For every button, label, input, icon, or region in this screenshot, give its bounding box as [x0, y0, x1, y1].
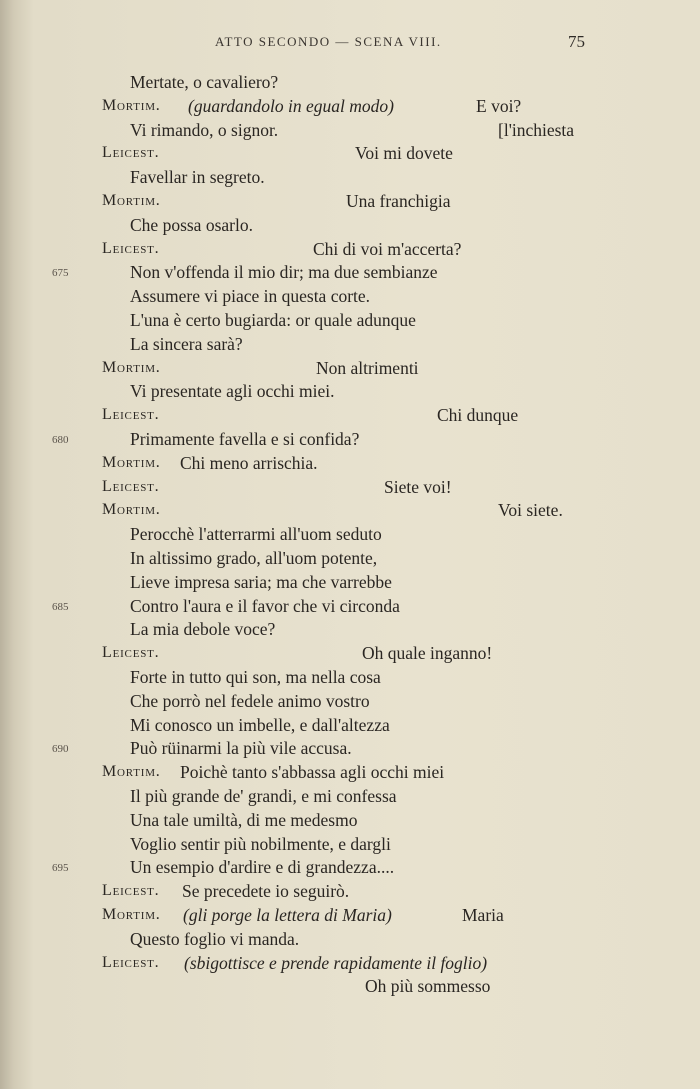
verse-text: Contro l'aura e il favor che vi circonda [130, 595, 400, 616]
verse-continuation: Oh quale inganno! [362, 643, 493, 664]
verse-line [0, 403, 700, 427]
verse-continuation: Siete voi! [384, 476, 452, 497]
verse-line [0, 570, 700, 594]
verse-continuation: Una franchigia [346, 191, 451, 211]
verse-line [0, 213, 700, 237]
verse-text: Lieve impresa saria; ma che varrebbe [130, 571, 392, 592]
verse-line [0, 665, 700, 689]
speaker-name: Leicest. [102, 406, 160, 424]
verse-text: Favellar in segreto. [130, 167, 265, 188]
verse-line [0, 427, 700, 451]
verse-line [0, 617, 700, 641]
verse-text: Perocchè l'atterrarmi all'uom seduto [130, 524, 382, 545]
verse-text: E voi? [476, 95, 522, 116]
verse-line [0, 379, 700, 403]
stage-direction: (sbigottisce e prende rapidamente il foglio) [184, 952, 488, 973]
verse-text: Può rüinarmi la più vile accusa. [130, 738, 352, 759]
speaker-name: Leicest. [102, 239, 160, 257]
speaker-name: Mortim. [102, 453, 161, 471]
verse-text: Primamente favella e si confida? [130, 429, 360, 449]
verse-line [0, 974, 700, 998]
verse-line [0, 736, 700, 760]
verse-text: In altissimo grado, all'uom potente, [130, 548, 378, 568]
verse-text: Che possa osarlo. [130, 214, 253, 235]
verse-line [0, 70, 700, 94]
verse-line [0, 784, 700, 808]
verse-continuation: Chi di voi m'accerta? [313, 238, 462, 259]
page-number: 75 [568, 32, 585, 51]
verse-line [0, 689, 700, 713]
verse-text: Un esempio d'ardire e di grandezza.... [130, 857, 395, 878]
verse-line [0, 165, 700, 189]
verse-continuation: Voi mi dovete [355, 143, 453, 164]
speaker-name: Leicest. [102, 144, 160, 162]
verse-text: Vi rimando, o signor. [130, 119, 279, 140]
verse-text: Maria [462, 905, 504, 925]
line-number: 675 [52, 267, 69, 280]
verse-line [0, 641, 700, 665]
verse-line [0, 94, 700, 118]
verse-line [0, 903, 700, 927]
speaker-name: Mortim. [102, 358, 161, 376]
verse-text: L'una è certo bugiarda: or quale adunque [130, 310, 416, 330]
running-head: ATTO SECONDO — SCENA VIII. [215, 34, 442, 49]
verse-text: Vi presentate agli occhi miei. [130, 381, 335, 402]
verse-text: La mia debole voce? [130, 619, 276, 640]
line-number: 695 [52, 862, 69, 875]
line-number: 690 [52, 743, 69, 756]
page-header [0, 32, 700, 54]
verse-line [0, 308, 700, 332]
verse-text: Poichè tanto s'abbassa agli occhi miei [180, 762, 445, 783]
verse-line [0, 141, 700, 165]
line-number: 685 [52, 600, 69, 613]
speaker-name: Mortim. [102, 96, 161, 114]
verse-line [0, 189, 700, 213]
verse-line [0, 284, 700, 308]
verse-text: Chi meno arrischia. [180, 452, 318, 473]
verse-line [0, 332, 700, 356]
verse-continuation: Voi siete. [498, 500, 563, 521]
speaker-name: Leicest. [102, 644, 160, 662]
verse-text: Mi conosco un imbelle, e dall'altezza [130, 714, 390, 735]
speaker-name: Mortim. [102, 906, 161, 923]
speaker-name: Mortim. [102, 501, 161, 519]
verse-line [0, 237, 700, 261]
speaker-name: Mortim. [102, 192, 161, 209]
verse-line [0, 260, 700, 284]
verse-text: Forte in tutto qui son, ma nella cosa [130, 667, 381, 687]
verse-line [0, 855, 700, 879]
verse-line [0, 451, 700, 475]
verse-line [0, 356, 700, 380]
speaker-name: Mortim. [102, 763, 161, 781]
verse-text: Questo foglio vi manda. [130, 928, 300, 949]
verse-line [0, 594, 700, 618]
verse-text: Mertate, o cavaliero? [130, 72, 279, 92]
verse-line [0, 832, 700, 856]
verse-text: Il più grande de' grandi, e mi confessa [130, 786, 397, 806]
verse-line [0, 951, 700, 975]
verse-line [0, 498, 700, 522]
speaker-name: Leicest. [102, 953, 160, 971]
verse-text: La sincera sarà? [130, 333, 243, 354]
verse-continuation: Non altrimenti [316, 357, 419, 378]
verse-line [0, 522, 700, 546]
verse-line [0, 879, 700, 903]
verse-text: Voglio sentir più nobilmente, e dargli [130, 833, 391, 854]
speaker-name: Leicest. [102, 882, 160, 900]
verse-continuation: Oh più sommesso [365, 976, 491, 997]
line-number: 680 [52, 434, 69, 446]
verse-line [0, 927, 700, 951]
verse-line [0, 760, 700, 784]
speaker-name: Leicest. [102, 477, 160, 495]
stage-direction: (gli porge la lettera di Maria) [183, 905, 392, 925]
verse-text: Che porrò nel fedele animo vostro [130, 690, 370, 711]
verse-line [0, 713, 700, 737]
verse-text: Una tale umiltà, di me medesmo [130, 809, 358, 830]
stage-direction: (guardandolo in egual modo) [188, 95, 394, 116]
verse-line [0, 808, 700, 832]
verse-continuation: Chi dunque [437, 405, 519, 426]
verse-line [0, 475, 700, 499]
verse-text: Se precedete io seguirò. [182, 881, 350, 902]
verse-text: Assumere vi piace in questa corte. [130, 286, 371, 307]
verse-line [0, 118, 700, 142]
verse-continuation: [l'inchiesta [498, 119, 575, 140]
verse-text: Non v'offenda il mio dir; ma due sembianze [130, 262, 438, 283]
verse-line [0, 546, 700, 570]
